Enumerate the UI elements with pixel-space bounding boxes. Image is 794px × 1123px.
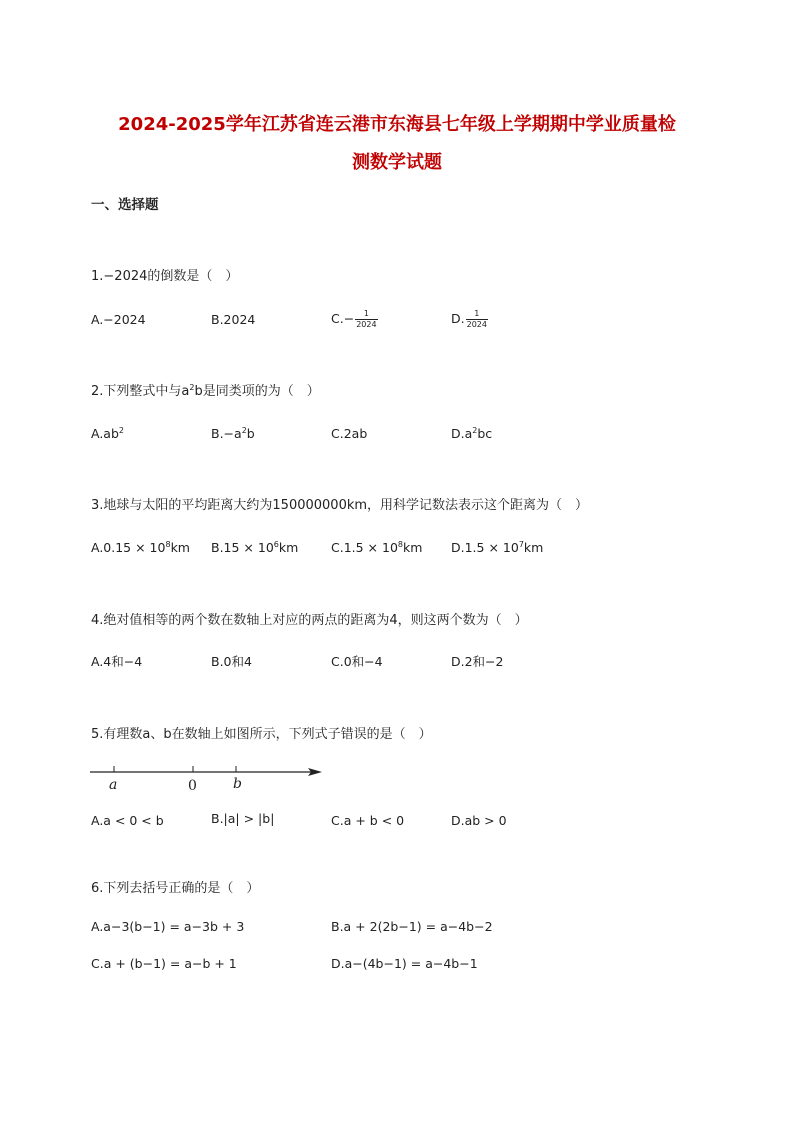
question-4-option-b: B.0和4 [211,654,252,669]
question-2-option-a: $A.ab^2$ [91,426,124,441]
label-b: b [233,776,242,792]
question-5-stem: 5.有理数a、b在数轴上如图所示，下列式子错误的是（ ） [91,727,432,742]
section-heading: 一、选择题 [91,197,159,213]
fraction: $\frac{1}{2024}$ [466,309,487,329]
exam-title-line-1: 2024-2025学年江苏省连云港市东海县七年级上学期期中学业质量检 [118,114,676,135]
question-5-option-b: B.|a| > |b| [211,811,275,826]
question-1-option-a: A.−2024 [91,312,146,327]
question-6-option-d: D.a−(4b−1) = a−4b−1 [331,956,478,971]
question-2-option-c: C.2ab [331,426,368,441]
question-1-stem: 1.−2024的倒数是（ ） [91,269,239,284]
label-zero: 0 [188,778,197,794]
question-5-option-d: D.ab > 0 [451,813,507,828]
question-2-stem: 2.下列整式中与$a^2b$是同类项的为（ ） [91,383,320,399]
question-6-stem: 6.下列去括号正确的是（ ） [91,881,260,896]
question-3-option-c: $C.1.5 \times 10^8km$ [331,540,423,555]
question-4-option-a: A.4和−4 [91,654,143,669]
question-6-option-c: C.a + (b−1) = a−b + 1 [91,956,237,971]
option-d-label: D. [451,311,465,326]
question-5-option-c: C.a + b < 0 [331,813,405,828]
question-3-option-d: $D.1.5 \times 10^7km$ [451,540,544,555]
question-6-option-a: A.a−3(b−1) = a−3b + 3 [91,919,245,934]
option-c-label: C.− [331,311,355,326]
question-4-option-d: D.2和−2 [451,654,504,669]
fraction: $\frac{1}{2024}$ [356,309,377,329]
question-3-option-a: $A.0.15 \times 10^8km$ [91,540,190,555]
question-1-option-d [451,309,488,330]
question-2-option-b: $B.-a^2b$ [211,426,255,441]
label-a: a [109,777,118,793]
question-5-option-a: A.a < 0 < b [91,813,164,828]
question-6-option-b: B.a + 2(2b−1) = a−4b−2 [331,919,493,934]
question-1-option-c [331,309,378,330]
question-1-option-b: B.2024 [211,312,256,327]
exam-title-line-2: 测数学试题 [352,152,442,173]
question-4-option-c: C.0和−4 [331,654,383,669]
question-4-stem: 4.绝对值相等的两个数在数轴上对应的两点的距离为4，则这两个数为（ ） [91,613,528,628]
question-3-stem: 3.地球与太阳的平均距离大约为150000000km，用科学记数法表示这个距离为（ ） [91,498,589,513]
number-line-figure [88,760,328,796]
question-2-option-d: $D.a^2bc$ [451,426,493,441]
question-3-option-b: $B.15 \times 10^6km$ [211,540,299,555]
